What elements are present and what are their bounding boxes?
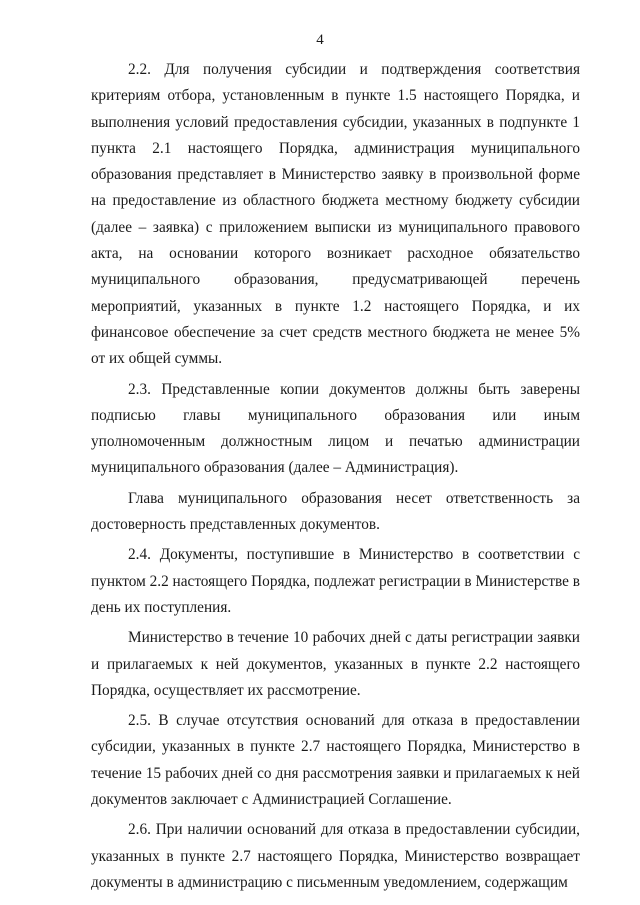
paragraph-2-3: 2.3. Представленные копии документов должны быть заверены подписью главы муниципального образования или иным уполномоченным должностным лицом и печатью администрации муниципального образования (далее – Администрация). — [91, 380, 580, 477]
page-number: 4 — [316, 32, 324, 48]
paragraph-head-responsibility: Глава муниципального образования несет ответственность за достоверность представленных документов. — [91, 489, 580, 534]
paragraph-2-5: 2.5. В случае отсутствия оснований для отказа в предоставлении субсидии, указанных в пункте 2.7 настоящего Порядка, Министерство в течение 15 рабочих дней со дня рассмотрения заявки и прилагаемых к ней документов заключает с Администрацией Соглашение. — [91, 712, 580, 809]
paragraph-ministry-review: Министерство в течение 10 рабочих дней с даты регистрации заявки и прилагаемых к ней документов, указанных в пункте 2.2 настоящего Порядка, осуществляет их рассмотрение. — [91, 629, 580, 699]
paragraph-2-2: 2.2. Для получения субсидии и подтверждения соответствия критериям отбора, установленным в пункте 1.5 настоящего Порядка, и выполнения условий предоставления субсидии, указанных в подпункте 1 пункта 2.1 настоящего Порядка, администрация муниципального образования представляет в Министерство заявку в произвольной форме на предоставление из областного бюджета местному бюджету субсидии (далее – заявка) с приложением выписки из муниципального правового акта, на основании которого возникает расходное обязательство муниципального образования, предусматривающей перечень мероприятий, указанных в пункте 1.2 настоящего Порядка, и их финансовое обеспечение за счет средств местного бюджета не менее 5% от их общей суммы. — [91, 61, 580, 368]
paragraph-2-4: 2.4. Документы, поступившие в Министерство в соответствии с пунктом 2.2 настоящего Порядка, подлежат регистрации в Министерстве в день их поступления. — [91, 546, 580, 616]
document-body — [91, 57, 580, 900]
paragraph-2-6: 2.6. При наличии оснований для отказа в предоставлении субсидии, указанных в пункте 2.7 настоящего Порядка, Министерство возвращает документы в администрацию с письменным уведомлением, содержащим — [91, 821, 580, 891]
